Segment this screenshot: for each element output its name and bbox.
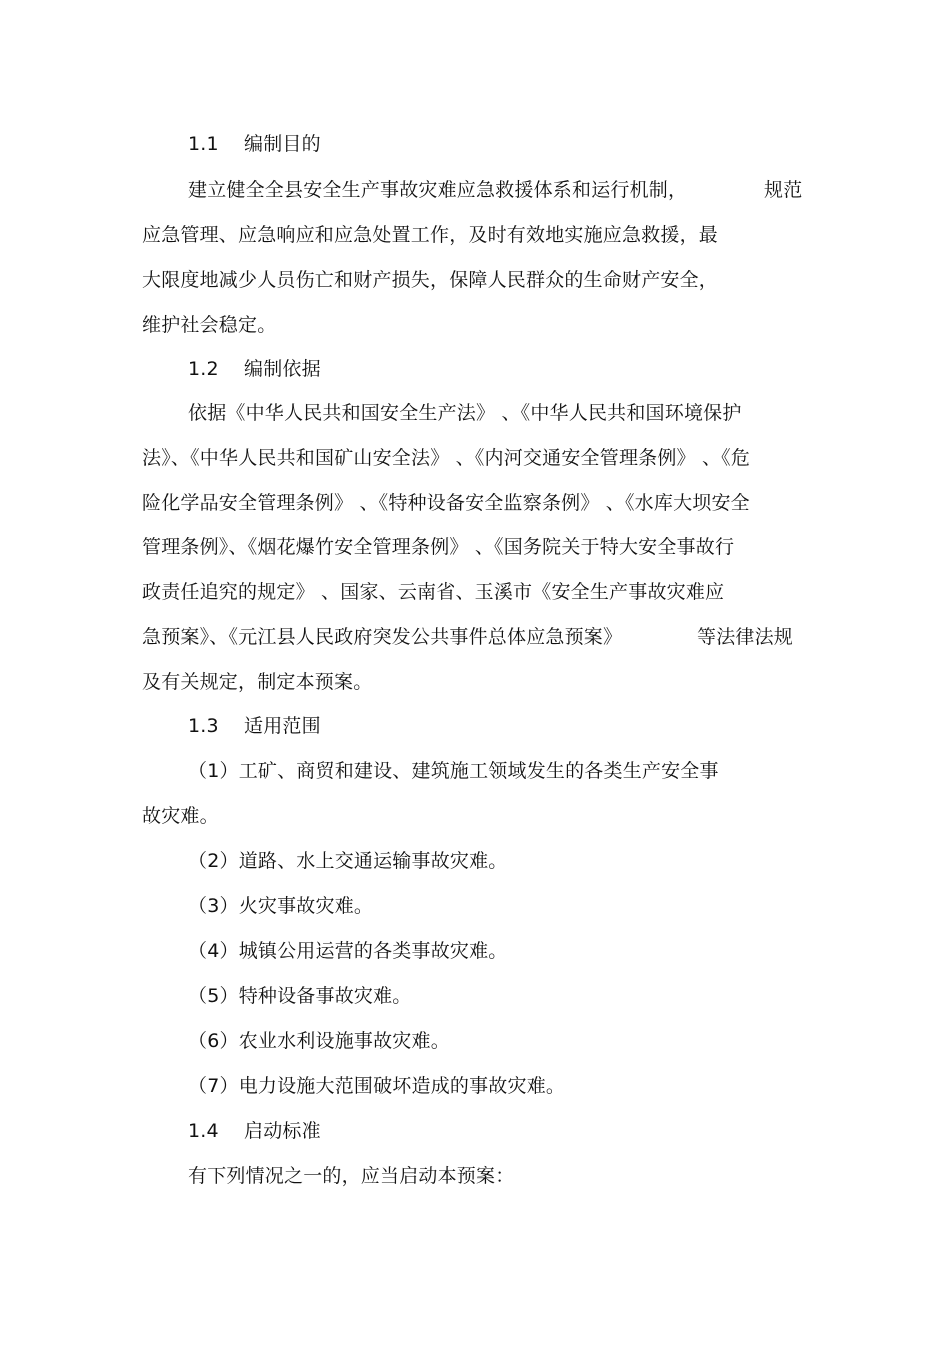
list-item-number: （1） — [188, 760, 239, 782]
section-number: 1.4 — [188, 1120, 219, 1142]
section-title: 编制目的 — [244, 133, 321, 155]
list-item-number: （2） — [188, 850, 239, 872]
section-number: 1.2 — [188, 358, 219, 380]
list-item-continuation: 故灾难。 — [142, 805, 219, 827]
list-item-text: 特种设备事故灾难。 — [238, 985, 412, 1007]
section-title: 适用范围 — [244, 715, 321, 737]
paragraph-line: 等法律法规 — [697, 626, 794, 648]
list-item-text: 电力设施大范围破坏造成的事故灾难。 — [238, 1075, 566, 1097]
list-item-number: （4） — [188, 940, 239, 962]
list-item-text: 道路、水上交通运输事故灾难。 — [238, 850, 508, 872]
paragraph-line: 政责任追究的规定》 、国家、云南省、玉溪市《安全生产事故灾难应 — [142, 581, 725, 603]
section-number: 1.1 — [188, 133, 219, 155]
paragraph-line: 规范 — [764, 179, 803, 201]
list-item-text: 城镇公用运营的各类事故灾难。 — [238, 940, 508, 962]
list-item — [188, 1074, 565, 1098]
paragraph-line: 有下列情况之一的，应当启动本预案： — [188, 1165, 515, 1187]
paragraph-line: 法》、《中华人民共和国矿山安全法》 、《内河交通安全管理条例》 、《危 — [142, 447, 751, 469]
paragraph-line: 维护社会稳定。 — [142, 314, 277, 336]
list-item — [188, 849, 508, 873]
paragraph-line: 应急管理、应急响应和应急处置工作，及时有效地实施应急救援，最 — [142, 224, 719, 246]
list-item-number: （7） — [188, 1075, 239, 1097]
paragraph-line: 大限度地减少人员伤亡和财产损失，保障人民群众的生命财产安全， — [142, 269, 719, 291]
list-item — [188, 939, 508, 963]
paragraph-line: 急预案》、《元江县人民政府突发公共事件总体应急预案》 — [142, 626, 623, 648]
section-number: 1.3 — [188, 715, 219, 737]
section-heading — [188, 357, 321, 381]
list-item-text: 火灾事故灾难。 — [238, 895, 374, 917]
paragraph-line: 建立健全全县安全生产事故灾难应急救援体系和运行机制， — [188, 179, 688, 201]
list-item-text: 工矿、商贸和建设、建筑施工领域发生的各类生产安全事 — [238, 760, 719, 782]
list-item — [188, 894, 373, 918]
section-heading — [188, 714, 321, 738]
section-title: 启动标准 — [244, 1120, 321, 1142]
paragraph-line: 险化学品安全管理条例》 、《特种设备安全监察条例》 、《水库大坝安全 — [142, 492, 750, 514]
list-item-text: 农业水利设施事故灾难。 — [238, 1030, 450, 1052]
list-item — [188, 984, 412, 1008]
section-title: 编制依据 — [244, 358, 321, 380]
paragraph-line: 及有关规定，制定本预案。 — [142, 671, 373, 693]
list-item — [188, 759, 719, 783]
paragraph-line: 依据《中华人民共和国安全生产法》 、《中华人民共和国环境保护 — [188, 402, 742, 424]
paragraph-line: 管理条例》、《烟花爆竹安全管理条例》 、《国务院关于特大安全事故行 — [142, 536, 735, 558]
list-item-number: （5） — [188, 985, 239, 1007]
section-heading — [188, 132, 321, 156]
section-heading — [188, 1119, 321, 1143]
list-item-number: （6） — [188, 1030, 239, 1052]
list-item-number: （3） — [188, 895, 239, 917]
list-item — [188, 1029, 450, 1053]
